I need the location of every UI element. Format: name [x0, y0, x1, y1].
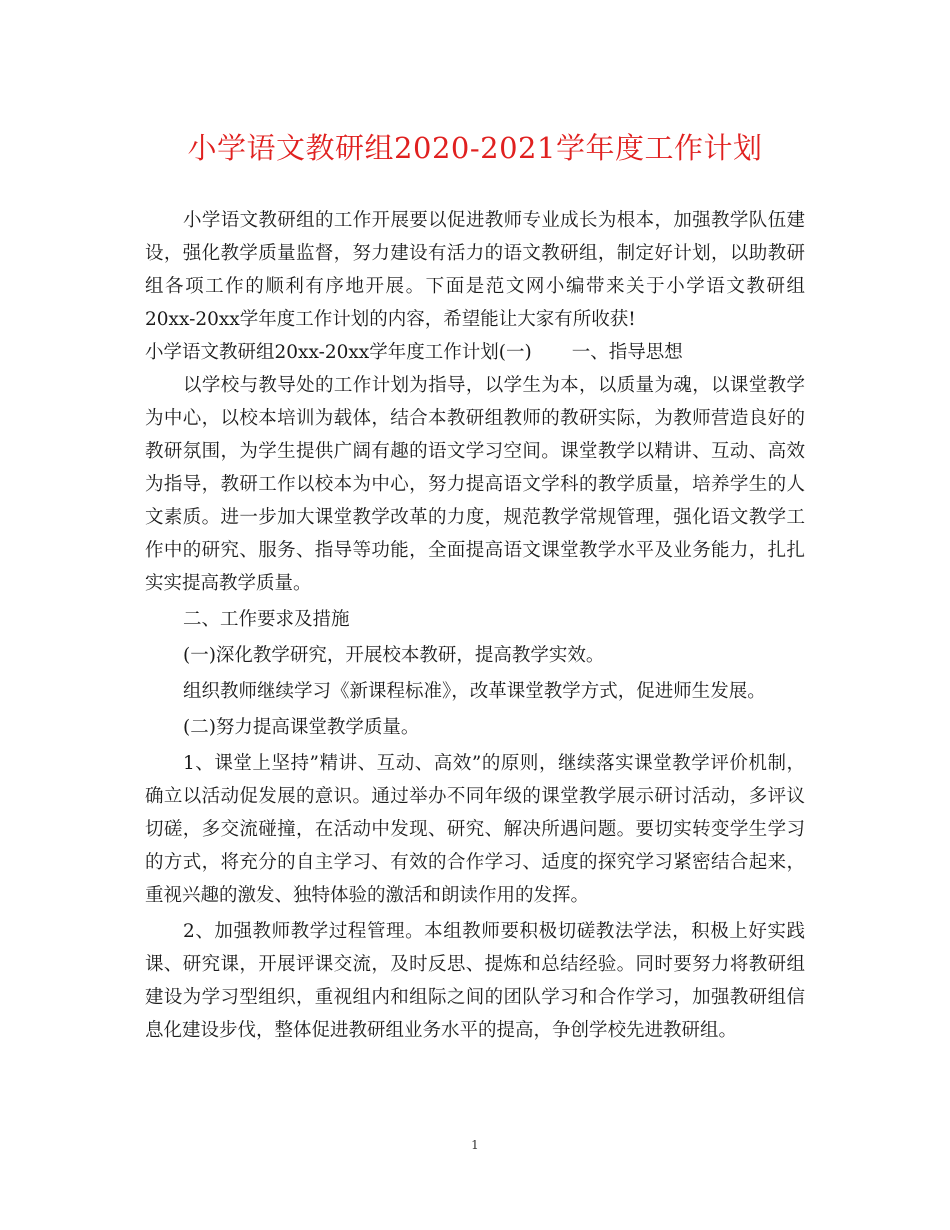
document-body [145, 204, 805, 1047]
section2-heading: 二、工作要求及措施 [183, 609, 350, 630]
point1-paragraph: 1、课堂上坚持”精讲、互动、高效”的原则，继续落实课堂教学评价机制，确立以活动促发展的意识。通过举办不同年级的课堂教学展示研讨活动，多评议切磋，多交流碰撞，在活动中发现、研究、解决所遇问题。要切实转变学生学习的方式，将充分的自主学习、有效的合作学习、适度的探究学习紧密结合起来，重视兴趣的激发、独特体验的激活和朗读作用的发挥。 [145, 753, 805, 906]
section1-heading: 一、指导思想 [571, 342, 683, 363]
plan-subtitle: 小学语文教研组20xx-20xx学年度工作计划(一) [145, 342, 532, 363]
item1-paragraph: 组织教师继续学习《新课程标准》，改革课堂教学方式，促进师生发展。 [183, 681, 766, 702]
document-title: 小学语文教研组2020-2021学年度工作计划 [187, 131, 763, 165]
section1-paragraph: 以学校与教导处的工作计划为指导，以学生为本，以质量为魂，以课堂教学为中心，以校本培训为载体，结合本教研组教师的教研实际，为教师营造良好的教研氛围，为学生提供广阔有趣的语文学习空间。课堂教学以精讲、互动、高效为指导，教研工作以校本为中心，努力提高语文学科的教学质量，培养学生的人文素质。进一步加大课堂教学改革的力度，规范教学常规管理，强化语文教学工作中的研究、服务、指导等功能，全面提高语文课堂教学水平及业务能力，扎扎实实提高教学质量。 [145, 375, 805, 594]
item1-heading: (一)深化教学研究，开展校本教研，提高教学实效。 [183, 645, 605, 666]
intro-paragraph: 小学语文教研组的工作开展要以促进教师专业成长为根本，加强教学队伍建设，强化教学质量监督，努力建设有活力的语文教研组，制定好计划，以助教研组各项工作的顺利有序地开展。下面是范文网小编带来关于小学语文教研组20xx-20xx学年度工作计划的内容，希望能让大家有所收获! [145, 210, 805, 330]
page-number: 1 [471, 1138, 479, 1152]
item2-heading: (二)努力提高课堂教学质量。 [183, 717, 420, 738]
plan-subtitle-line [145, 336, 805, 369]
point2-paragraph: 2、加强教师教学过程管理。本组教师要积极切磋教法学法，积极上好实践课、研究课，开展评课交流，及时反思、提炼和总结经验。同时要努力将教研组建设为学习型组织，重视组内和组际之间的团队学习和合作学习，加强教研组信息化建设步伐，整体促进教研组业务水平的提高，争创学校先进教研组。 [145, 921, 805, 1041]
